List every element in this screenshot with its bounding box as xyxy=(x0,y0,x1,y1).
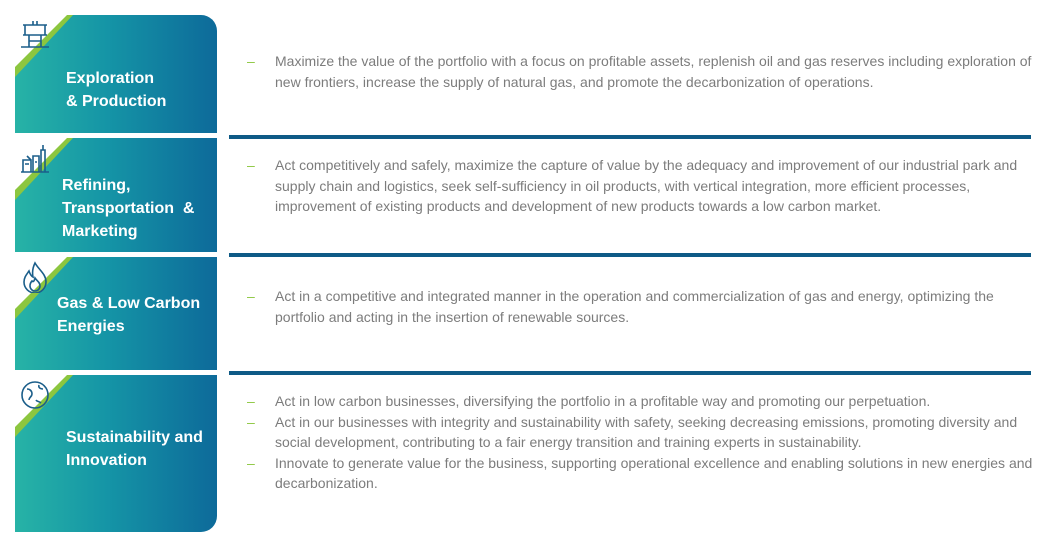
bullet-dash: – xyxy=(247,454,255,471)
bullet-text: Act competitively and safely, maximize the capture of value by the adequacy and improvement of our industrial park and supply chain and logistics, seek self-sufficiency in oil products, with vertical integration, more efficient processes, improvement of existing products and development of new products towards a low carbon market. xyxy=(275,157,1018,214)
section-tile-sustainability xyxy=(15,375,217,532)
title-line: Marketing xyxy=(62,223,138,240)
title-line: Energies xyxy=(57,318,125,335)
bullet-dash: – xyxy=(247,393,255,409)
list-item xyxy=(247,412,1037,453)
title-line: & Production xyxy=(66,93,167,110)
title-line: Exploration xyxy=(66,70,155,87)
section-title xyxy=(57,292,200,338)
section-title xyxy=(66,67,166,113)
globe-leaf-icon xyxy=(19,379,51,411)
flame-icon xyxy=(19,261,51,293)
list-item xyxy=(247,453,1037,494)
bullet-text: Maximize the value of the portfolio with a focus on profitable assets, replenish oil and gas reserves including exploration of new frontiers, increase the supply of natural gas, and promote the decarbonization of operations. xyxy=(275,53,1032,90)
bullet-text: Act in low carbon businesses, diversifying the portfolio in a profitable way and promoting our perpetuation. xyxy=(275,393,931,409)
title-line: Sustainability and xyxy=(66,429,203,446)
section-tile-exploration xyxy=(15,15,217,133)
bullet-dash: – xyxy=(247,288,255,304)
bullet-dash: – xyxy=(247,413,255,430)
section-title xyxy=(62,174,194,243)
section-title xyxy=(66,426,203,472)
section-divider xyxy=(229,371,1031,375)
section-tile-gas xyxy=(15,257,217,370)
bullet-dash: – xyxy=(247,53,255,69)
title-line: Innovation xyxy=(66,452,147,469)
bullet-text: Act in our businesses with integrity and sustainability with safety, seeking decreasing emissions, promoting diversity and social development, contributing to a fair energy transition and training experts in sustainability. xyxy=(275,413,1018,450)
title-line: Refining, xyxy=(62,177,131,194)
bullet-dash: – xyxy=(247,157,255,173)
list-item xyxy=(247,51,1037,92)
list-item xyxy=(247,391,1037,412)
section-description-sustainability xyxy=(247,391,1037,494)
section-description-exploration xyxy=(247,51,1037,92)
title-line: Gas & Low Carbon xyxy=(57,295,201,312)
title-line: Transportation & xyxy=(62,200,195,217)
bullet-text: Act in a competitive and integrated manner in the operation and commercialization of gas and energy, optimizing the portfolio and acting in the insertion of renewable sources. xyxy=(275,288,994,325)
section-divider xyxy=(229,253,1031,257)
list-item xyxy=(247,286,1037,327)
section-divider xyxy=(229,135,1031,139)
section-tile-refining xyxy=(15,138,217,252)
section-description-refining xyxy=(247,155,1037,217)
section-description-gas xyxy=(247,286,1037,327)
bullet-text: Innovate to generate value for the business, supporting operational excellence and enabling solutions in new energies and decarbonization. xyxy=(275,454,1033,491)
oil-platform-icon xyxy=(19,19,51,51)
list-item xyxy=(247,155,1037,217)
refinery-icon xyxy=(19,142,51,174)
